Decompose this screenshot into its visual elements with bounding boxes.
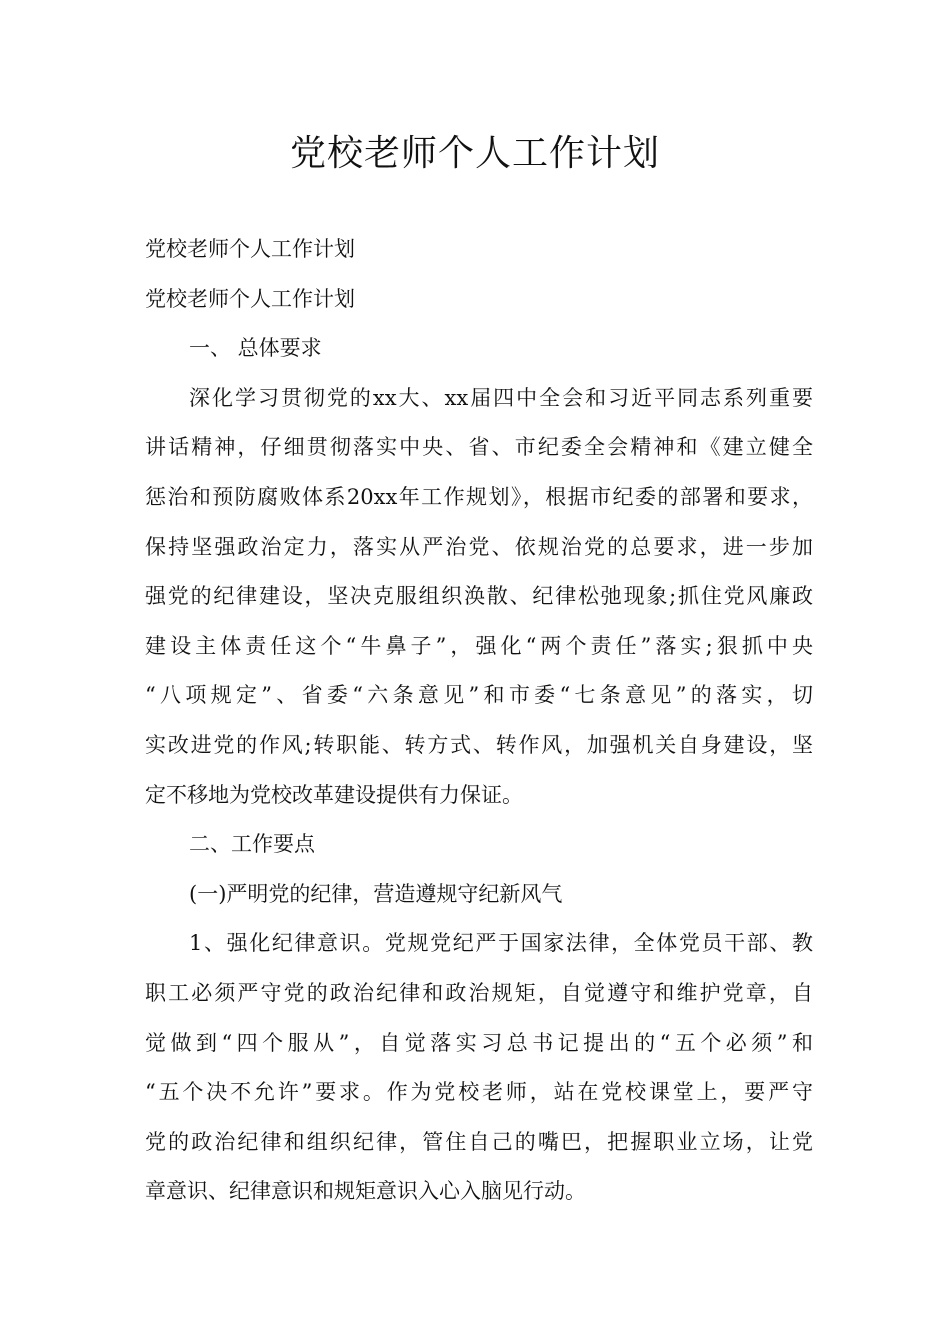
body-text-line: 党校老师个人工作计划 <box>145 286 355 311</box>
body-text-line: 1、强化纪律意识。党规党纪严于国家法律，全体党员干部、教 <box>189 931 813 956</box>
document-body <box>145 225 813 1217</box>
document-title: 党校老师个人工作计划 <box>289 133 660 174</box>
body-text-line: 一、 总体要求 <box>189 336 322 361</box>
body-text-line: (一)严明党的纪律，营造遵规守纪新风气 <box>189 881 563 906</box>
body-text-line: 定不移地为党校改革建设提供有力保证。 <box>145 782 523 807</box>
body-text-line: 实改进党的作风;转职能、转方式、转作风，加强机关自身建设，坚 <box>145 732 813 757</box>
body-text-line: 建设主体责任这个“牛鼻子”，强化“两个责任”落实;狠抓中央 <box>145 633 813 658</box>
body-text-line: 保持坚强政治定力，落实从严治党、依规治党的总要求，进一步加 <box>145 534 813 559</box>
body-text-line: 觉做到“四个服从”，自觉落实习总书记提出的“五个必须”和 <box>145 1030 813 1055</box>
body-text-line: “五个决不允许”要求。作为党校老师，站在党校课堂上，要严守 <box>145 1080 813 1105</box>
body-text-line: 党校老师个人工作计划 <box>145 237 355 261</box>
body-text-line: 深化学习贯彻党的xx大、xx届四中全会和习近平同志系列重要 <box>189 385 813 410</box>
body-text-line: 职工必须严守党的政治纪律和政治规矩，自觉遵守和维护党章，自 <box>145 980 813 1005</box>
body-text-line: 二、工作要点 <box>189 832 315 857</box>
body-text-line: 党的政治纪律和组织纪律，管住自己的嘴巴，把握职业立场，让党 <box>145 1129 813 1154</box>
body-text-line: 强党的纪律建设，坚决克服组织涣散、纪律松弛现象;抓住党风廉政 <box>145 584 813 609</box>
body-text-line: “八项规定”、省委“六条意见”和市委“七条意见”的落实，切 <box>145 683 813 708</box>
body-text-line: 讲话精神，仔细贯彻落实中央、省、市纪委全会精神和《建立健全 <box>145 435 813 460</box>
body-text-line: 惩治和预防腐败体系20xx年工作规划》，根据市纪委的部署和要求， <box>145 484 813 509</box>
body-text-line: 章意识、纪律意识和规矩意识入心入脑见行动。 <box>145 1179 586 1204</box>
